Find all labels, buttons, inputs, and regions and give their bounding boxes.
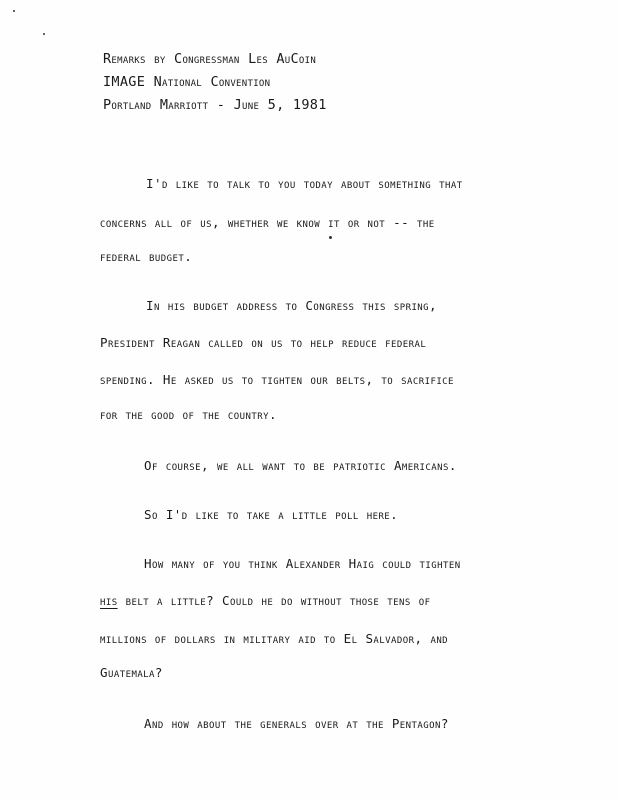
- header-title: Remarks by Congressman Les AuCoin: [103, 51, 317, 67]
- paragraph-line: Of course, we all want to be patriotic Americans.: [144, 458, 457, 473]
- paragraph-line: So I'd like to take a little poll here.: [144, 507, 399, 522]
- paragraph-line: federal budget.: [100, 249, 193, 264]
- document-header: [103, 48, 327, 117]
- scan-speck: [13, 10, 15, 12]
- underlined-word: his: [100, 593, 118, 608]
- paragraph-line: And how about the generals over at the Pentagon?: [144, 716, 449, 731]
- paragraph-line: for the good of the country.: [100, 407, 277, 422]
- paragraph-line-with-emphasis: [100, 593, 430, 608]
- header-event: IMAGE National Convention: [103, 74, 271, 90]
- paragraph-line: I'd like to talk to you today about something that: [146, 176, 463, 191]
- paragraph-line-rest: belt a little? Could he do without those tens of: [125, 593, 431, 608]
- header-location-date: Portland Marriott - June 5, 1981: [103, 97, 327, 113]
- paragraph-line: millions of dollars in military aid to El Salvador, and: [100, 631, 449, 646]
- paragraph-line: How many of you think Alexander Haig could tighten: [144, 556, 461, 571]
- scan-speck: [329, 236, 332, 239]
- scan-speck: [43, 33, 45, 35]
- paragraph-line: spending. He asked us to tighten our belts, to sacrifice: [100, 372, 454, 387]
- paragraph-line: President Reagan called on us to help reduce federal: [100, 335, 427, 350]
- paragraph-line: concerns all of us, whether we know it or not -- the: [100, 215, 435, 230]
- paragraph-line: Guatemala?: [100, 665, 163, 680]
- paragraph-line: In his budget address to Congress this spring,: [146, 298, 438, 313]
